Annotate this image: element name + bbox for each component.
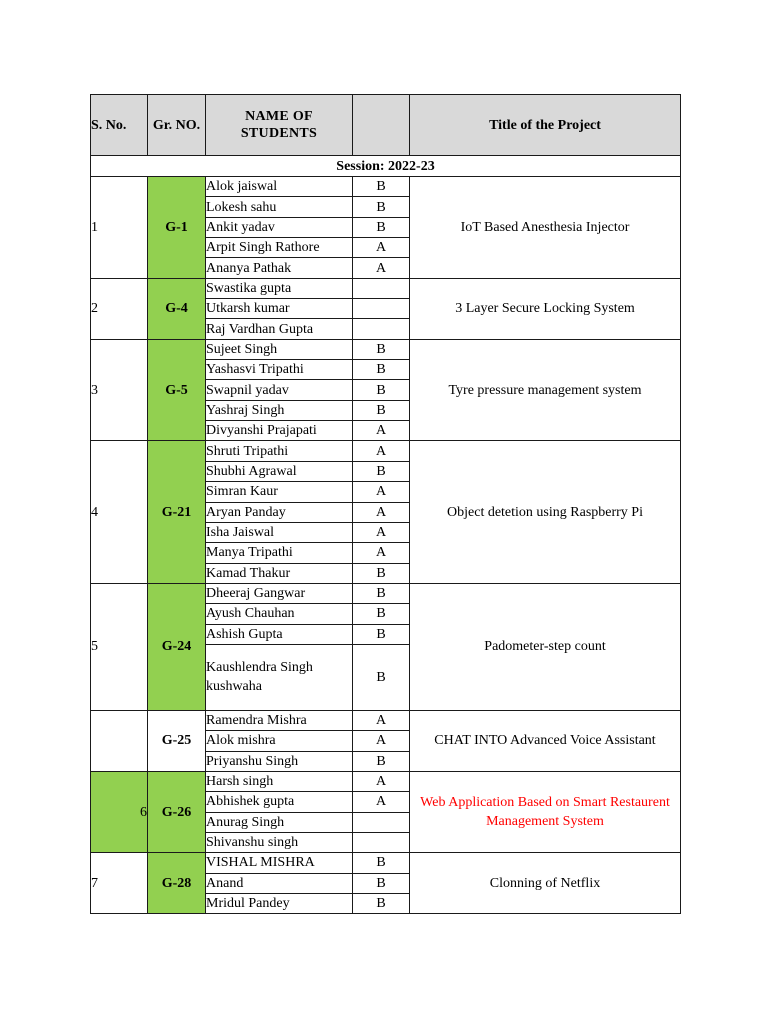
session-row (91, 156, 681, 177)
section-cell: B (353, 751, 410, 771)
student-name-cell: Shivanshu singh (206, 832, 353, 852)
project-title-text: Clonning of Netflix (489, 875, 601, 891)
student-name-cell: Swastika gupta (206, 278, 353, 298)
section-cell: B (353, 894, 410, 914)
project-title-cell (410, 278, 681, 339)
group-number-cell: G-5 (148, 339, 206, 441)
group-number-cell: G-26 (148, 771, 206, 852)
project-title-cell (410, 853, 681, 914)
section-cell: B (353, 177, 410, 197)
section-cell: A (353, 543, 410, 563)
student-name-cell: VISHAL MISHRA (206, 853, 353, 873)
student-name-cell: Harsh singh (206, 771, 353, 791)
project-title-text: Object detetion using Raspberry Pi (447, 504, 643, 520)
section-cell: A (353, 482, 410, 502)
table-row (91, 339, 681, 359)
section-cell: B (353, 853, 410, 873)
serial-number-cell: 6 (91, 771, 148, 852)
group-number-cell: G-4 (148, 278, 206, 339)
serial-number-cell: 2 (91, 278, 148, 339)
group-number-cell: G-21 (148, 441, 206, 583)
section-cell: B (353, 197, 410, 217)
section-cell: B (353, 604, 410, 624)
student-name-cell: Alok mishra (206, 731, 353, 751)
project-allocation-table (90, 94, 681, 914)
student-name-cell: Yashraj Singh (206, 400, 353, 420)
student-name-cell: Isha Jaiswal (206, 522, 353, 542)
section-cell: B (353, 461, 410, 481)
table-row (91, 853, 681, 873)
header-project-title: Title of the Project (410, 95, 681, 156)
project-title-cell (410, 177, 681, 279)
student-name-cell: Sujeet Singh (206, 339, 353, 359)
section-cell: B (353, 360, 410, 380)
section-cell: B (353, 339, 410, 359)
serial-number-cell (91, 710, 148, 771)
project-title-text: Padometer-step count (484, 639, 606, 655)
project-title-cell (410, 771, 681, 852)
serial-number-cell: 7 (91, 853, 148, 914)
student-name-cell: Simran Kaur (206, 482, 353, 502)
project-title-text: Web Application Based on Smart Restaurent Management System (420, 795, 670, 830)
section-cell: A (353, 502, 410, 522)
student-name-cell: Ashish Gupta (206, 624, 353, 644)
section-cell: B (353, 644, 410, 710)
student-name-cell: Kaushlendra Singh kushwaha (206, 644, 353, 710)
section-cell: A (353, 421, 410, 441)
table-row (91, 441, 681, 461)
section-cell: A (353, 710, 410, 730)
section-cell: A (353, 258, 410, 278)
section-cell (353, 319, 410, 339)
section-cell: B (353, 217, 410, 237)
section-cell (353, 299, 410, 319)
project-title-cell (410, 710, 681, 771)
header-section (353, 95, 410, 156)
project-title-cell (410, 441, 681, 583)
student-name-cell: Shruti Tripathi (206, 441, 353, 461)
section-cell: A (353, 731, 410, 751)
table-row (91, 278, 681, 298)
student-name-cell: Utkarsh kumar (206, 299, 353, 319)
project-title-cell (410, 339, 681, 441)
serial-number-cell: 1 (91, 177, 148, 279)
section-cell: B (353, 583, 410, 603)
section-cell: A (353, 771, 410, 791)
group-number-cell: G-28 (148, 853, 206, 914)
table-row (91, 771, 681, 791)
section-cell: A (353, 792, 410, 812)
section-cell (353, 278, 410, 298)
header-student-names: NAME OF STUDENTS (206, 95, 353, 156)
group-number-cell: G-24 (148, 583, 206, 710)
table-row (91, 710, 681, 730)
header-group-number: Gr. NO. (148, 95, 206, 156)
student-name-cell: Arpit Singh Rathore (206, 238, 353, 258)
serial-number-cell: 4 (91, 441, 148, 583)
student-name-cell: Shubhi Agrawal (206, 461, 353, 481)
section-cell: B (353, 624, 410, 644)
serial-number-cell: 3 (91, 339, 148, 441)
section-cell: A (353, 238, 410, 258)
project-title-cell (410, 583, 681, 710)
table-header-row (91, 95, 681, 156)
student-name-cell: Yashasvi Tripathi (206, 360, 353, 380)
student-name-cell: Ananya Pathak (206, 258, 353, 278)
student-name-cell: Ankit yadav (206, 217, 353, 237)
project-title-text: Tyre pressure management system (448, 382, 642, 398)
student-name-cell: Aryan Panday (206, 502, 353, 522)
student-name-cell: Kamad Thakur (206, 563, 353, 583)
section-cell: B (353, 563, 410, 583)
section-cell: B (353, 400, 410, 420)
student-name-cell: Alok jaiswal (206, 177, 353, 197)
student-name-cell: Divyanshi Prajapati (206, 421, 353, 441)
student-rows (91, 177, 681, 914)
student-name-cell: Mridul Pandey (206, 894, 353, 914)
table-row (91, 583, 681, 603)
student-name-cell: Anand (206, 873, 353, 893)
student-name-cell: Dheeraj Gangwar (206, 583, 353, 603)
table-row (91, 177, 681, 197)
student-name-cell: Manya Tripathi (206, 543, 353, 563)
student-name-cell: Abhishek gupta (206, 792, 353, 812)
serial-number-cell: 5 (91, 583, 148, 710)
student-name-cell: Raj Vardhan Gupta (206, 319, 353, 339)
project-title-text: CHAT INTO Advanced Voice Assistant (434, 733, 656, 749)
student-name-cell: Ramendra Mishra (206, 710, 353, 730)
section-cell: A (353, 522, 410, 542)
student-name-cell: Anurag Singh (206, 812, 353, 832)
student-name-cell: Swapnil yadav (206, 380, 353, 400)
session-label: Session: 2022-23 (91, 156, 681, 177)
section-cell: B (353, 380, 410, 400)
student-name-cell: Ayush Chauhan (206, 604, 353, 624)
project-title-text: 3 Layer Secure Locking System (455, 301, 635, 317)
project-title-text: IoT Based Anesthesia Injector (460, 219, 630, 235)
student-name-cell: Lokesh sahu (206, 197, 353, 217)
group-number-cell: G-25 (148, 710, 206, 771)
header-serial-number: S. No. (91, 95, 148, 156)
section-cell (353, 832, 410, 852)
section-cell (353, 812, 410, 832)
section-cell: B (353, 873, 410, 893)
group-number-cell: G-1 (148, 177, 206, 279)
section-cell: A (353, 441, 410, 461)
student-name-cell: Priyanshu Singh (206, 751, 353, 771)
